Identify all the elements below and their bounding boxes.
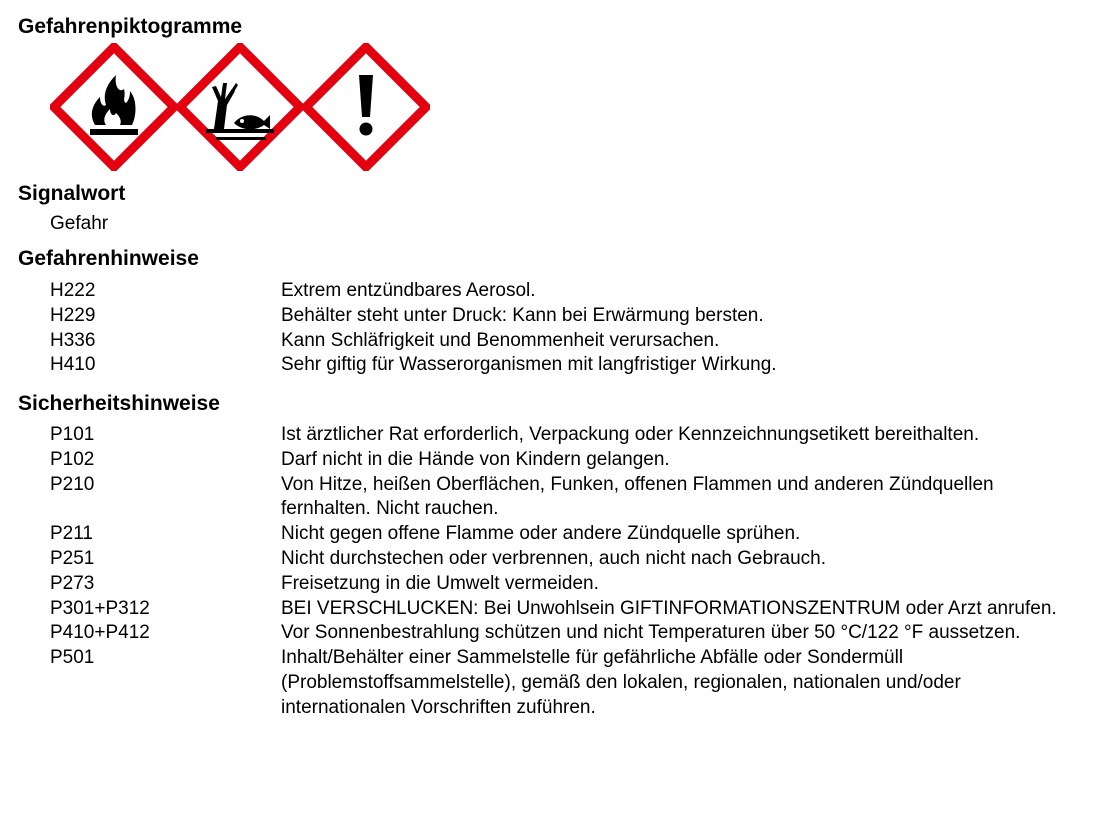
flame-icon [50, 43, 178, 171]
precautionary-statements-list [50, 423, 1100, 721]
hazard-statement [50, 279, 1100, 304]
statement-text: Freisetzung in die Umwelt vermeiden. [281, 572, 599, 594]
statement-code: P410+P412 [50, 622, 150, 644]
statement-code: P102 [50, 448, 95, 470]
statement-text: Sehr giftig für Wasserorganismen mit langfristiger Wirkung. [281, 354, 777, 376]
statement-code: P301+P312 [50, 597, 150, 619]
statement-code: H410 [50, 354, 96, 376]
statement-code: H336 [50, 329, 96, 351]
exclamation-icon [302, 43, 430, 171]
statement-text: Behälter steht unter Druck: Kann bei Erwärmung bersten. [281, 304, 764, 326]
signal-word-heading: Signalwort [18, 182, 126, 205]
precautionary-statement [50, 473, 1100, 523]
hazard-pictograms [50, 43, 430, 171]
statement-code: P211 [50, 523, 93, 545]
statement-text: BEI VERSCHLUCKEN: Bei Unwohlsein GIFTINFORMATIONSZENTRUM oder Arzt anrufen. [281, 597, 1057, 619]
precautionary-statement [50, 646, 1100, 720]
statement-code: P501 [50, 647, 95, 669]
hazard-statement [50, 329, 1100, 354]
precautionary-statement [50, 547, 1100, 572]
statement-text: Vor Sonnenbestrahlung schützen und nicht Temperaturen über 50 °C/122 °F aussetzen. [281, 622, 1021, 644]
hazard-statement [50, 353, 1100, 378]
pictograms-heading: Gefahrenpiktogramme [18, 15, 243, 38]
statement-code: P101 [50, 424, 95, 445]
statement-text: Inhalt/Behälter einer Sammelstelle für gefährliche Abfälle oder Sondermüll (Problemstoffsammelstelle), gemäß den lokalen, regionalen, nationalen und/oder internationalen Vorschriften zuführen. [281, 647, 961, 718]
hazard-statement [50, 304, 1100, 329]
precautionary-statement [50, 448, 1100, 473]
statement-code: H222 [50, 280, 96, 301]
signal-word-value: Gefahr [50, 213, 109, 234]
precautionary-statement [50, 423, 1100, 448]
statement-text: Extrem entzündbares Aerosol. [281, 280, 536, 301]
statement-code: H229 [50, 304, 96, 326]
precautionary-statement [50, 572, 1100, 597]
precautionary-statement [50, 522, 1100, 547]
statement-code: P210 [50, 473, 95, 495]
statement-code: P273 [50, 572, 95, 594]
statement-text: Kann Schläfrigkeit und Benommenheit verursachen. [281, 329, 720, 351]
environment-icon [176, 43, 304, 171]
hazard-statements-list [50, 279, 1100, 378]
statement-text: Von Hitze, heißen Oberflächen, Funken, offenen Flammen und anderen Zündquellen fernhalten. Nicht rauchen. [281, 473, 994, 520]
statement-text: Darf nicht in die Hände von Kindern gelangen. [281, 448, 670, 470]
precautionary-statement [50, 621, 1100, 646]
hazard-statements-heading: Gefahrenhinweise [18, 247, 199, 270]
statement-text: Nicht gegen offene Flamme oder andere Zündquelle sprühen. [281, 523, 801, 545]
statement-text: Nicht durchstechen oder verbrennen, auch nicht nach Gebrauch. [281, 547, 826, 569]
precautionary-statements-heading: Sicherheitshinweise [18, 392, 220, 415]
statement-code: P251 [50, 547, 95, 569]
precautionary-statement [50, 597, 1100, 622]
statement-text: Ist ärztlicher Rat erforderlich, Verpackung oder Kennzeichnungsetikett bereithalten. [281, 424, 980, 445]
